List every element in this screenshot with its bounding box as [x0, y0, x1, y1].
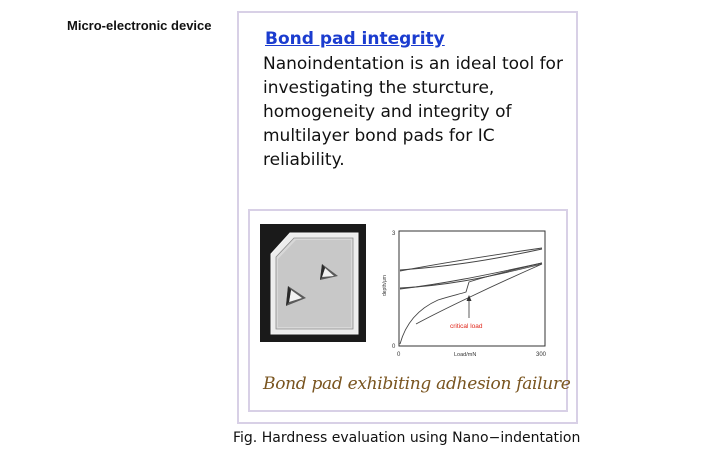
x-tick-right: 300	[536, 352, 547, 358]
bond-pad-micrograph	[260, 224, 366, 342]
x-tick-left: 0	[397, 352, 401, 358]
slide-title: Bond pad integrity	[265, 29, 445, 49]
side-label-text: Micro-electronic device	[67, 18, 212, 33]
y-axis-label: depth/µm	[382, 275, 388, 296]
load-depth-plot	[372, 224, 552, 366]
image-caption: Bond pad exhibiting adhesion failure	[263, 374, 571, 394]
side-label	[67, 17, 212, 34]
critical-load-annotation: critical load	[450, 323, 483, 330]
y-tick-bottom: 0	[392, 344, 396, 350]
figure-caption: Fig. Hardness evaluation using Nano−indentation	[233, 430, 581, 446]
slide-body-text: Nanoindentation is an ideal tool for investigating the sturcture, homogeneity and integrity of multilayer bond pads for IC reliability.	[263, 54, 563, 170]
x-axis-label: Load/mN	[454, 352, 477, 358]
y-tick-top: 3	[392, 231, 396, 237]
